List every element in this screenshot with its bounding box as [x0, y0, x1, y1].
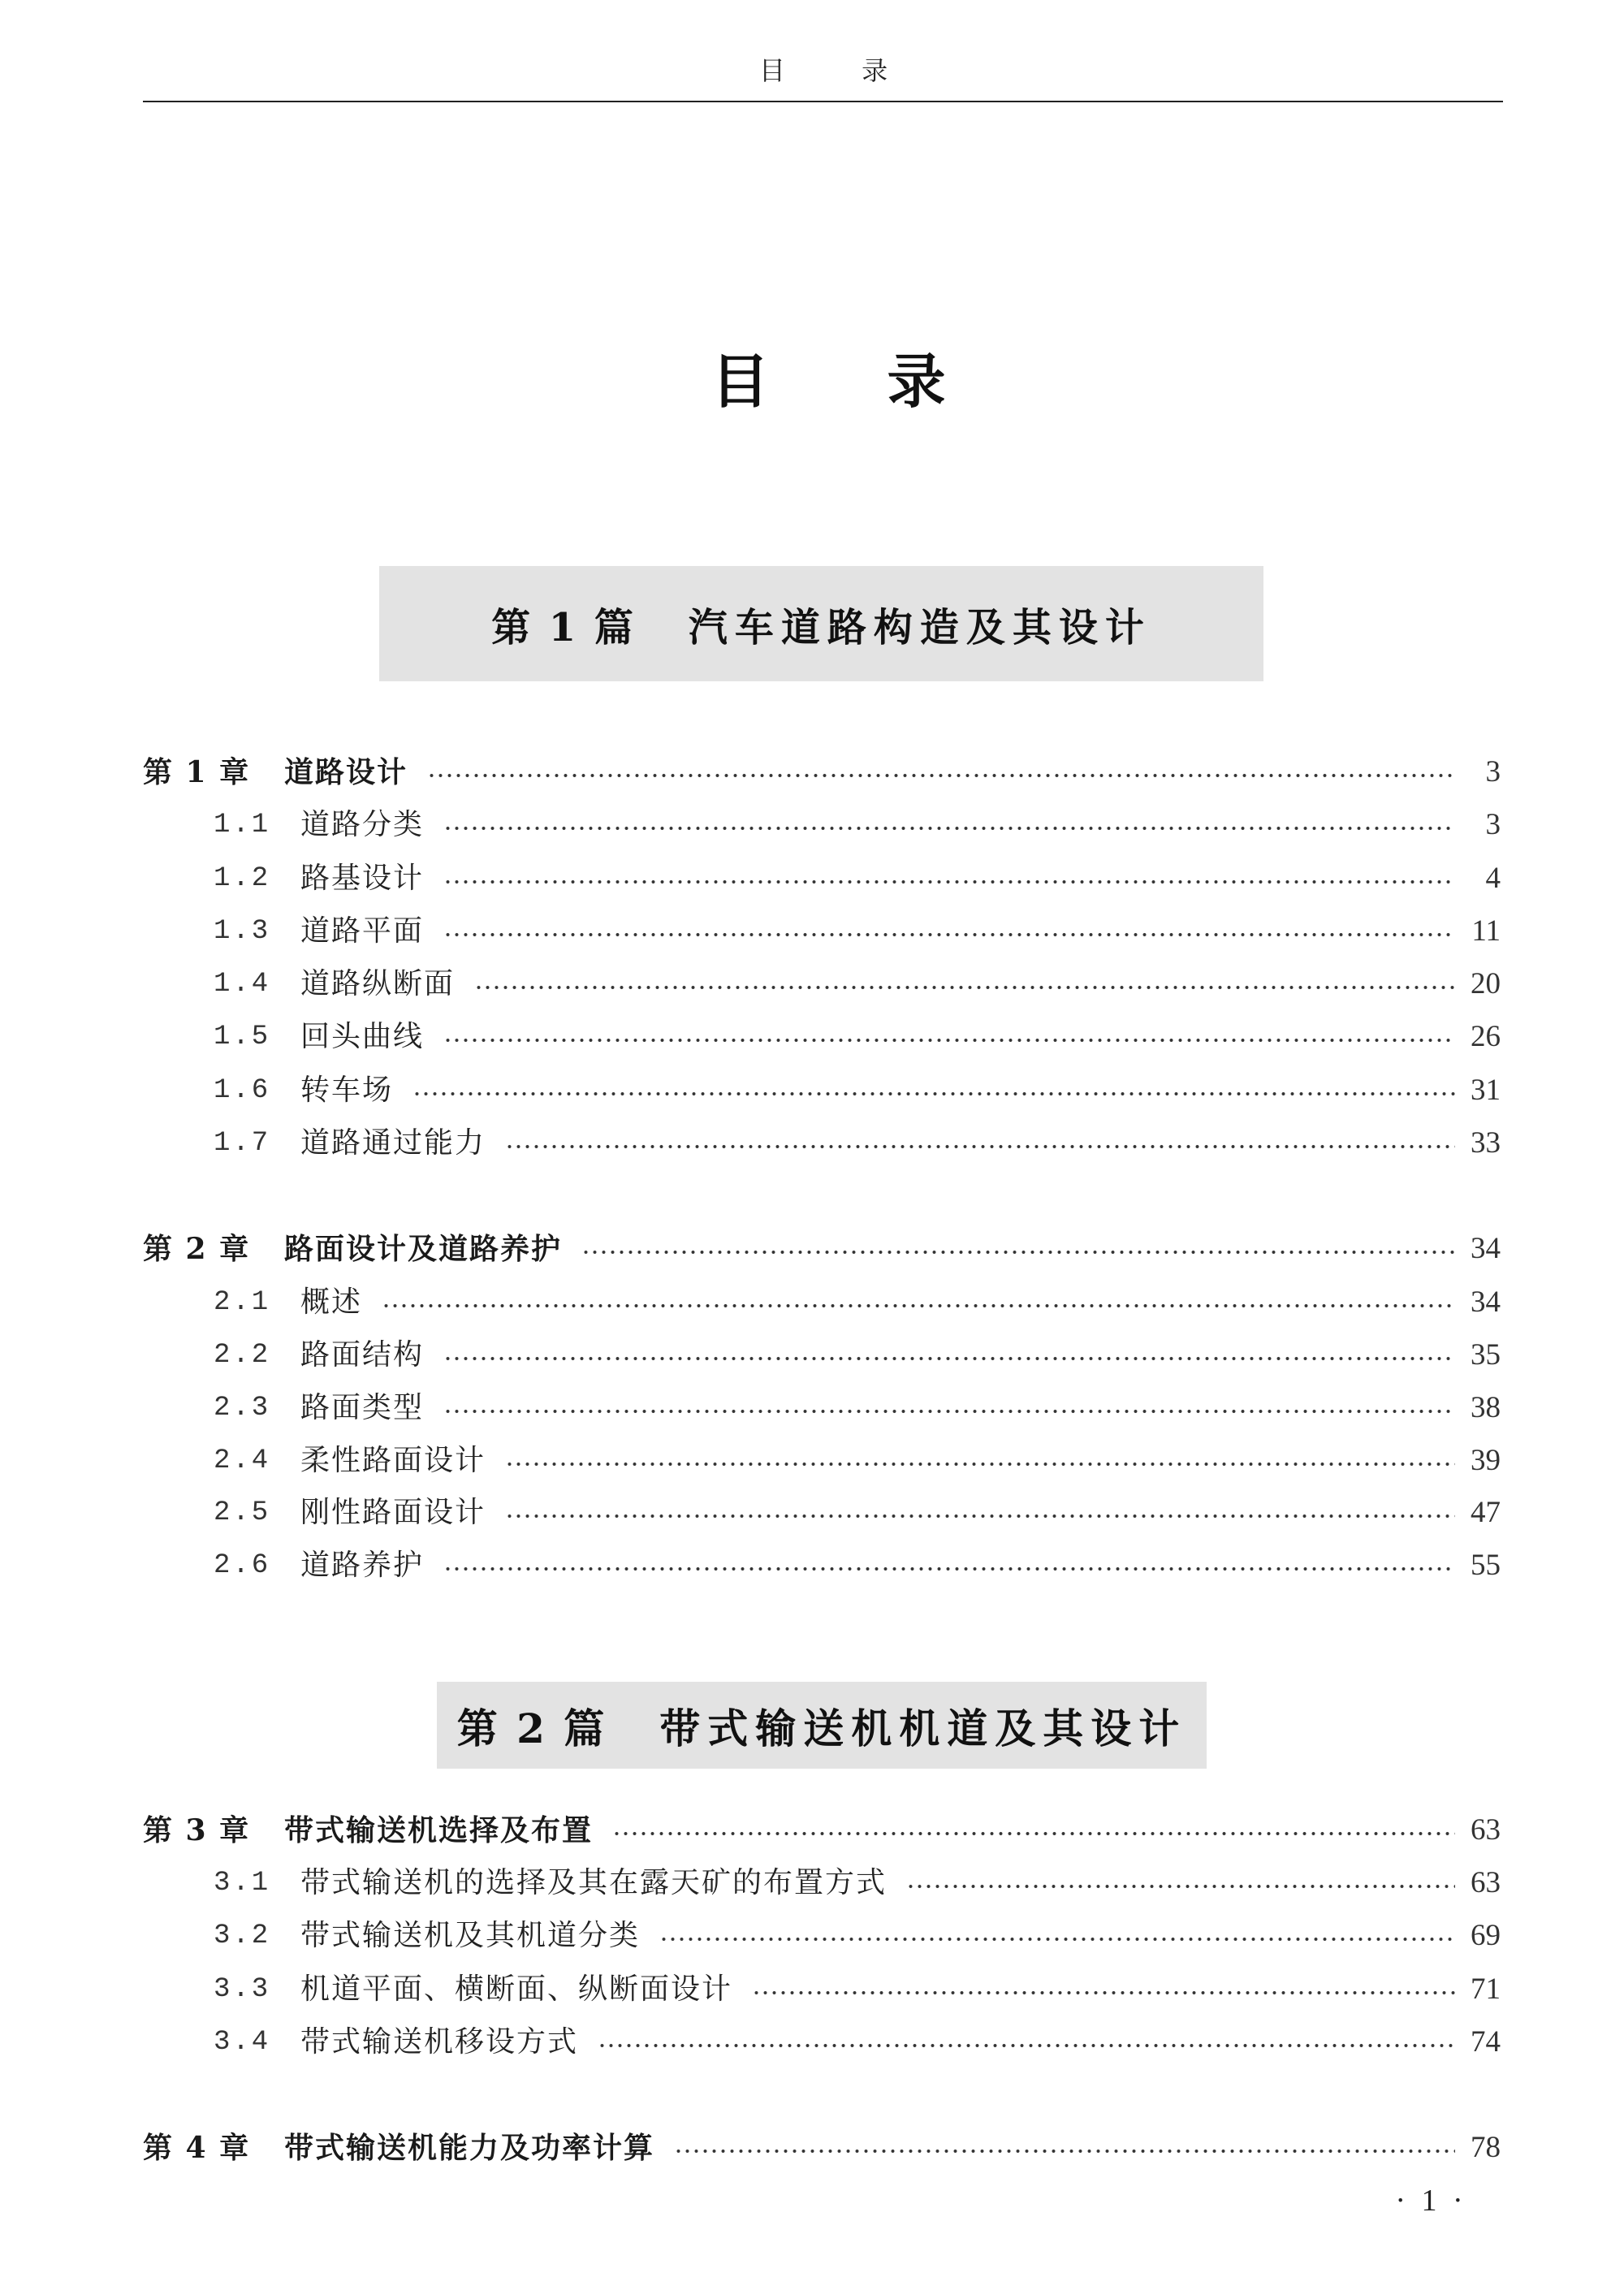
toc-chapter — [143, 1229, 1501, 1268]
page-number: 34 — [1471, 1285, 1501, 1319]
toc-chapter — [143, 2128, 1501, 2167]
section-number: 1.7 — [214, 1128, 271, 1159]
page-number: 4 — [1485, 862, 1501, 895]
section-title: 带式输送机移设方式 — [300, 2025, 579, 2059]
page-number: 26 — [1471, 1020, 1501, 1053]
section-title: 路面结构 — [300, 1338, 425, 1372]
section-number: 1.5 — [214, 1022, 271, 1052]
section-title: 带式输送机及其机道分类 — [300, 1919, 641, 1952]
chapter-title: 带式输送机选择及布置 — [284, 1813, 594, 1847]
dot-leader — [598, 2041, 1455, 2050]
toc-section — [143, 912, 1501, 951]
section-number: 1.4 — [214, 969, 271, 1000]
page-number: 3 — [1485, 808, 1501, 841]
section-number: 3.3 — [214, 1974, 271, 2005]
page-number: 31 — [1471, 1074, 1501, 1107]
toc-section — [143, 859, 1501, 898]
page-number: 11 — [1471, 914, 1501, 948]
section-number: 2.4 — [214, 1445, 271, 1476]
page-number: 33 — [1471, 1126, 1501, 1160]
section-title: 柔性路面设计 — [300, 1444, 486, 1477]
toc-section — [143, 1441, 1501, 1480]
section-number: 2.3 — [214, 1393, 271, 1424]
dot-leader — [427, 771, 1455, 780]
toc-section — [143, 1336, 1501, 1375]
toc-section — [143, 1018, 1501, 1056]
dot-leader — [443, 1406, 1455, 1416]
section-title: 回头曲线 — [300, 1020, 425, 1053]
section-title: 道路养护 — [300, 1549, 425, 1582]
section-number: 1.2 — [214, 863, 271, 894]
page-number: 39 — [1471, 1444, 1501, 1477]
chapter-title: 道路设计 — [284, 755, 408, 789]
dot-leader — [443, 1564, 1455, 1574]
page-number: 47 — [1471, 1496, 1501, 1529]
toc-section — [143, 1071, 1501, 1110]
running-header-title: 目 录 — [758, 55, 888, 86]
part-title: 汽车道路构造及其设计 — [688, 604, 1151, 650]
dot-leader — [443, 877, 1455, 887]
section-title: 转车场 — [300, 1074, 394, 1107]
toc-chapter — [143, 1811, 1501, 1850]
section-title: 道路通过能力 — [300, 1126, 486, 1160]
page-number: 20 — [1471, 967, 1501, 1000]
dot-leader — [505, 1459, 1455, 1469]
section-number: 2.2 — [214, 1340, 271, 1371]
dot-leader — [906, 1882, 1455, 1891]
toc-section — [143, 1916, 1501, 1955]
section-title: 带式输送机的选择及其在露天矿的布置方式 — [300, 1866, 888, 1899]
part-heading — [379, 566, 1263, 681]
dot-leader — [752, 1988, 1455, 1998]
chapter-label: 第 1 章 — [143, 755, 249, 789]
section-title: 道路分类 — [300, 808, 425, 841]
dot-leader — [505, 1511, 1455, 1521]
dot-leader — [659, 1934, 1455, 1944]
chapter-title: 路面设计及道路养护 — [284, 1232, 563, 1266]
section-number: 2.5 — [214, 1497, 271, 1528]
toc-section — [143, 2023, 1501, 2062]
section-title: 路面类型 — [300, 1391, 425, 1424]
toc-section — [143, 1546, 1501, 1585]
section-title: 路基设计 — [300, 862, 425, 895]
page-number: 3 — [1485, 755, 1501, 789]
part-label: 第 2 篇 — [456, 1704, 605, 1752]
toc-section — [143, 965, 1501, 1004]
section-number: 1.1 — [214, 810, 271, 840]
section-title: 概述 — [300, 1285, 363, 1319]
folio-page-number: · 1 · — [1395, 2184, 1463, 2218]
dot-leader — [474, 983, 1455, 992]
part-label: 第 1 篇 — [491, 604, 633, 650]
dot-leader — [505, 1142, 1455, 1151]
section-title: 机道平面、横断面、纵断面设计 — [300, 1972, 733, 2006]
section-number: 3.2 — [214, 1921, 271, 1951]
page-number: 63 — [1471, 1813, 1501, 1847]
section-number: 2.1 — [214, 1287, 271, 1318]
page-number: 78 — [1471, 2131, 1501, 2164]
toc-section — [143, 1124, 1501, 1163]
section-number: 3.1 — [214, 1868, 271, 1899]
page-number: 38 — [1471, 1391, 1501, 1424]
toc-chapter — [143, 753, 1501, 792]
dot-leader — [581, 1247, 1455, 1257]
dot-leader — [412, 1089, 1455, 1099]
dot-leader — [443, 823, 1455, 833]
part-heading — [437, 1682, 1207, 1769]
page-number: 34 — [1471, 1232, 1501, 1265]
part-title: 带式输送机机道及其设计 — [659, 1704, 1187, 1752]
section-number: 1.6 — [214, 1075, 271, 1106]
dot-leader — [443, 1035, 1455, 1045]
toc-section — [143, 1970, 1501, 2009]
header-rule — [143, 101, 1503, 102]
page-number: 63 — [1471, 1866, 1501, 1899]
dot-leader — [443, 930, 1455, 940]
page-number: 55 — [1471, 1549, 1501, 1582]
chapter-title: 带式输送机能力及功率计算 — [284, 2131, 655, 2165]
section-number: 2.6 — [214, 1550, 271, 1581]
chapter-label: 第 2 章 — [143, 1232, 249, 1266]
dot-leader — [612, 1829, 1455, 1838]
section-title: 刚性路面设计 — [300, 1496, 486, 1529]
chapter-label: 第 3 章 — [143, 1813, 249, 1847]
toc-section — [143, 1864, 1501, 1903]
page-number: 71 — [1471, 1972, 1501, 2006]
page-number: 35 — [1471, 1338, 1501, 1372]
dot-leader — [382, 1301, 1455, 1311]
toc-section — [143, 1493, 1501, 1532]
toc-section — [143, 1389, 1501, 1428]
section-title: 道路纵断面 — [300, 967, 456, 1000]
page-number: 69 — [1471, 1919, 1501, 1952]
toc-section — [143, 1283, 1501, 1322]
dot-leader — [443, 1354, 1455, 1363]
section-title: 道路平面 — [300, 914, 425, 948]
page-number: 74 — [1471, 2025, 1501, 2059]
section-number: 1.3 — [214, 916, 271, 947]
section-number: 3.4 — [214, 2027, 271, 2058]
dot-leader — [674, 2146, 1455, 2156]
page-title: 目 录 — [710, 347, 946, 416]
chapter-label: 第 4 章 — [143, 2131, 249, 2165]
toc-section — [143, 806, 1501, 845]
